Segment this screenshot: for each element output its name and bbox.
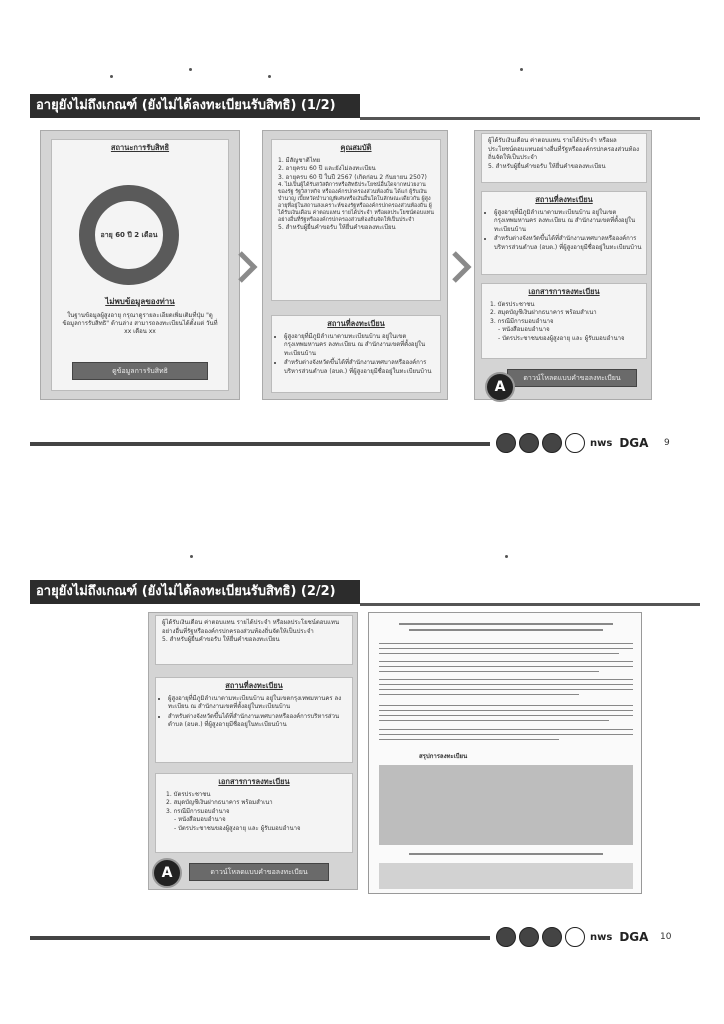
form-text-line [379,710,633,711]
status-panel [40,130,240,400]
place-item: • ผู้สูงอายุที่มีภูมิลำเนาตามทะเบียนบ้าน อยู่ในเขตกรุงเทพมหานคร ลงทะเบียน ณ สำนักงานเขตที่ตั้งอยู่ในทะเบียนบ้าน [168,695,352,712]
chevron-right-icon [450,250,472,284]
emblem-logo-icon [496,433,516,453]
scan-speck [110,75,113,78]
place-heading: สถานที่ลงทะเบียน [225,681,283,690]
scan-speck [268,75,271,78]
nws-logo: nws [590,931,613,943]
status-body: ในฐานข้อมูลผู้สูงอายุ กรุณาดูรายละเอียดเพิ่มเติมที่ปุ่ม "ดูข้อมูลการรับสิทธิ" ด้านล่าง สามารถลงทะเบียนได้ตั้งแต่ วันที่ xx เดือน xx [62,312,218,335]
dga-logo: DGA [619,436,649,450]
chevron-right-icon [236,250,258,284]
emblem-logo-icon [496,927,516,947]
document-item: 2. สมุดบัญชีเงินฝากธนาคาร พร้อมสำเนา [490,309,597,316]
continued-text: ผู้ได้รับเงินเดือน ค่าตอบแทน รายได้ประจำ หรือผลประโยชน์ตอบแทนอย่างอื่นที่รัฐหรือองค์กรปกครองส่วนท้องถิ่นจัดให้เป็นประจำ [162,619,340,635]
registration-panel [474,130,652,400]
document-item: - บัตรประชาชนของผู้สูงอายุ และ ผู้รับมอบอำนาจ [498,334,625,342]
qualification-item: 2. อายุครบ 60 ปี และยังไม่ลงทะเบียน [278,165,376,172]
qualification-item: 4. ไม่เป็นผู้ได้รับสวัสดิการหรือสิทธิประโยชน์อื่นใดจากหน่วยงานของรัฐ รัฐวิสาหกิจ หรือองค์กรปกครองส่วนท้องถิ่น ได้แก่ ผู้รับเงินบำนาญ เบี้ยหวัดบำนาญพิเศษหรือเงินอื่นใดในลักษณะเดียวกัน ผู้สูงอายุที่อยู่ในสถานสงเคราะห์ของรัฐหรือองค์กรปกครองส่วนท้องถิ่น ผู้ได้รับเงินเดือน ค่าตอบแทน รายได้ประจำ หรือผลประโยชน์ตอบแทนอย่างอื่นที่รัฐหรือองค์กรปกครองส่วนท้องถิ่นจัดให้เป็นประจำ [278,182,434,223]
a-badge: A [485,372,515,402]
document-item: 2. สมุดบัญชีเงินฝากธนาคาร พร้อมสำเนา [166,799,273,806]
place-item: • ผู้สูงอายุที่มีภูมิลำเนาตามทะเบียนบ้าน อยู่ในเขตกรุงเทพมหานคร ลงทะเบียน ณ สำนักงานเขตที่ตั้งอยู่ในทะเบียนบ้าน [494,209,646,235]
slide-page-9 [0,82,724,462]
place-heading: สถานที่ลงทะเบียน [327,319,385,328]
scan-speck [189,68,192,71]
document-item: 3. กรณีมีการมอบอำนาจ [490,317,554,325]
form-text-line [379,671,599,672]
continued-text: 5. สำหรับผู้ยื่นคำขอรับ ให้ยื่นคำขอลงทะเบียน [162,636,280,643]
place-card [481,191,647,275]
form-text-line [379,653,619,654]
footer-rule [30,936,490,940]
form-text-line [379,694,579,695]
scan-speck [505,555,508,558]
form-text-line [409,853,603,855]
emblem-logo-icon [542,433,562,453]
a-badge: A [152,858,182,888]
document-item: 3. กรณีมีการมอบอำนาจ [166,807,230,815]
form-text-line [379,734,633,735]
qualification-card [271,139,441,301]
continued-text: 5. สำหรับผู้ยื่นคำขอรับ ให้ยื่นคำขอลงทะเบียน [488,162,606,170]
place-item: • สำหรับต่างจังหวัดขึ้นได้ที่สำนักงานเทศบาลหรือองค์การบริหารส่วนตำบล (อบต.) ที่ผู้สูงอายุมีชื่ออยู่ในทะเบียนบ้าน [284,359,440,376]
emblem-logo-icon [519,927,539,947]
documents-heading: เอกสารการลงทะเบียน [528,287,600,296]
ministry-logo-icon [565,927,585,947]
ministry-logo-icon [565,433,585,453]
place-item: • ผู้สูงอายุที่มีภูมิลำเนาตามทะเบียนบ้าน อยู่ในเขตกรุงเทพมหานคร ลงทะเบียน ณ สำนักงานเขตที่ตั้งอยู่ในทะเบียนบ้าน [284,333,440,359]
slide-page-10 [0,568,724,948]
status-card [51,139,229,391]
continued-text: ผู้ได้รับเงินเดือน ค่าตอบแทน รายได้ประจำ หรือผลประโยชน์ตอบแทนอย่างอื่นที่รัฐหรือองค์กรปกครองส่วนท้องถิ่นจัดให้เป็นประจำ [488,137,640,161]
title-rule [360,603,700,606]
status-heading: สถานะการรับสิทธิ [110,143,170,152]
form-text-line [379,689,633,690]
footer-logos [496,432,650,454]
footer-logos [496,926,650,948]
registration-form-document [368,612,642,894]
documents-card [155,773,353,853]
place-item: • สำหรับต่างจังหวัดขึ้นได้ที่สำนักงานเทศบาลหรือองค์การบริหารส่วนตำบล (อบต.) ที่ผู้สูงอายุมีชื่ออยู่ในทะเบียนบ้าน [168,713,352,730]
download-form-button[interactable]: ดาวน์โหลดแบบคำขอลงทะเบียน [189,863,329,881]
scan-speck [190,555,193,558]
document-item: - หนังสือมอบอำนาจ [498,326,550,333]
document-item: 1. บัตรประชาชน [166,790,211,798]
age-ring [74,180,184,290]
documents-heading: เอกสารการลงทะเบียน [218,777,290,786]
documents-card [481,283,647,359]
form-header-line [399,623,613,625]
registration-panel [148,612,358,890]
continued-card [155,615,353,665]
slide-title: อายุยังไม่ถึงเกณฑ์ (ยังไม่ได้ลงทะเบียนรับสิทธิ) (2/2) [30,580,360,604]
form-text-line [379,715,633,716]
document-item: 1. บัตรประชาชน [490,300,535,308]
emblem-logo-icon [519,433,539,453]
qualification-item: 3. อายุครบ 60 ปี ในปี 2567 (เกิดก่อน 2 กันยายน 2507) [278,173,427,181]
place-card [271,315,441,393]
form-text-line [379,643,633,644]
form-shaded-section [379,765,633,845]
form-header-line [409,629,603,631]
page-number: 10 [660,932,672,942]
footer-rule [30,442,490,446]
form-text-line [379,679,633,680]
qualification-item: 1. มีสัญชาติไทย [278,156,321,164]
continued-card [481,133,647,183]
form-text-line [379,684,633,685]
qualification-heading: คุณสมบัติ [340,143,372,152]
download-form-button[interactable]: ดาวน์โหลดแบบคำขอลงทะเบียน [507,369,637,387]
qualification-panel [262,130,448,400]
document-item: - บัตรประชาชนของผู้สูงอายุ และ ผู้รับมอบอำนาจ [174,824,301,832]
form-section-heading: สรุปการลงทะเบียน [419,753,468,760]
form-text-line [379,729,633,730]
title-rule [360,117,700,120]
place-item: • สำหรับต่างจังหวัดขึ้นได้ที่สำนักงานเทศบาลหรือองค์การบริหารส่วนตำบล (อบต.) ที่ผู้สูงอายุมีชื่ออยู่ในทะเบียนบ้าน [494,235,646,252]
form-text-line [379,666,633,667]
form-text-line [379,705,633,706]
form-shaded-section [379,863,633,889]
form-text-line [379,720,609,721]
qualification-item: 5. สำหรับผู้ยื่นคำขอรับ ให้ยื่นคำขอลงทะเบียน [278,224,396,231]
emblem-logo-icon [542,927,562,947]
place-heading: สถานที่ลงทะเบียน [535,195,593,204]
form-text-line [379,661,633,662]
place-card [155,677,353,763]
page-number: 9 [664,438,670,448]
dga-logo: DGA [619,930,649,944]
slide-title: อายุยังไม่ถึงเกณฑ์ (ยังไม่ได้ลงทะเบียนรับสิทธิ) (1/2) [30,94,360,118]
nws-logo: nws [590,437,613,449]
scan-speck [520,68,523,71]
form-text-line [379,739,559,740]
form-text-line [379,648,633,649]
view-rights-button[interactable]: ดูข้อมูลการรับสิทธิ [72,362,208,380]
document-item: - หนังสือมอบอำนาจ [174,816,226,823]
status-title: ไม่พบข้อมูลของท่าน [105,297,175,306]
age-label: อายุ 60 ปี 2 เดือน [100,230,158,239]
